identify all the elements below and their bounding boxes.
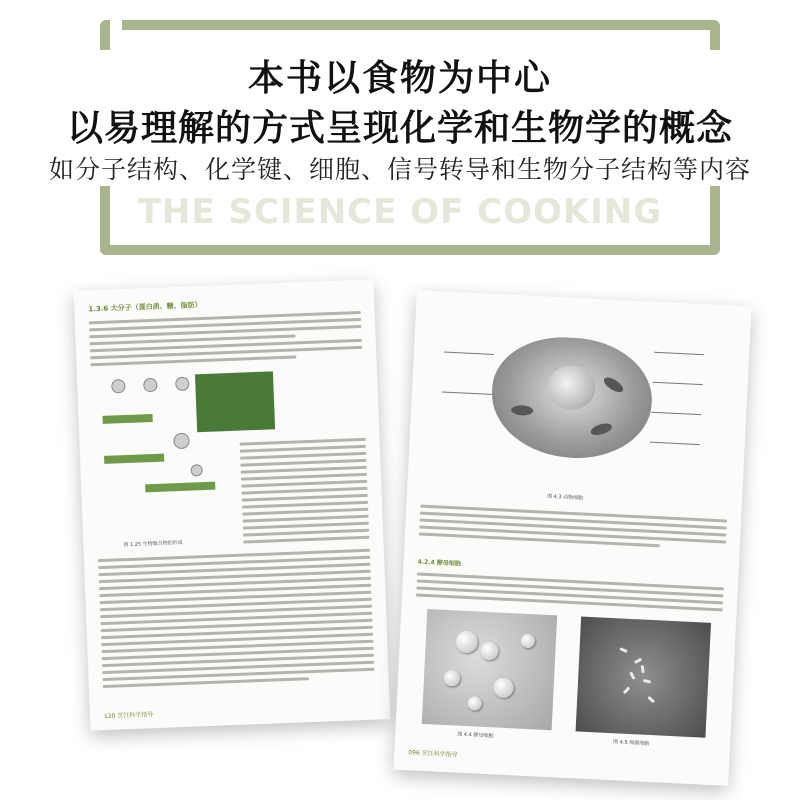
page-footer: 120 烹饪科学指导 bbox=[103, 711, 154, 721]
body-text-mid bbox=[405, 500, 742, 555]
bacteria-caption: 图 4.5 细菌细胞 bbox=[612, 739, 650, 747]
body-text-lower bbox=[402, 568, 738, 616]
body-text-top bbox=[75, 310, 377, 366]
headline-line-1: 本书以食物为中心 bbox=[0, 50, 800, 101]
yeast-caption: 图 4.4 酵母细胞 bbox=[457, 731, 494, 740]
book-page-left bbox=[74, 279, 391, 730]
yeast-micrograph bbox=[422, 609, 557, 730]
headline-line-3: 如分子结构、化学键、细胞、信号转导和生物分子结构等内容 bbox=[0, 150, 800, 186]
info-box bbox=[195, 371, 275, 432]
page-footer-right: 096 烹饪科学指导 bbox=[408, 749, 458, 759]
book-wordmark: THE SCIENCE OF COOKING bbox=[137, 192, 663, 232]
book-page-right bbox=[393, 290, 751, 786]
section-title: 1.3.6 大分子（蛋白质、糖、脂肪） bbox=[88, 301, 202, 314]
body-text-right-column bbox=[80, 433, 384, 553]
figure-caption: 图 1.25 生物聚合物的形成 bbox=[123, 539, 183, 549]
cell-figure-caption: 图 4.3 动物细胞 bbox=[546, 493, 584, 502]
nucleus bbox=[546, 365, 596, 411]
bacteria-micrograph bbox=[576, 617, 711, 738]
body-text-bottom bbox=[84, 544, 389, 692]
animal-cell-illustration bbox=[489, 334, 655, 462]
subsection-title: 4.2.4 酵母细胞 bbox=[417, 558, 461, 568]
headline-line-2: 以易理解的方式呈现化学和生物学的概念 bbox=[0, 100, 800, 151]
